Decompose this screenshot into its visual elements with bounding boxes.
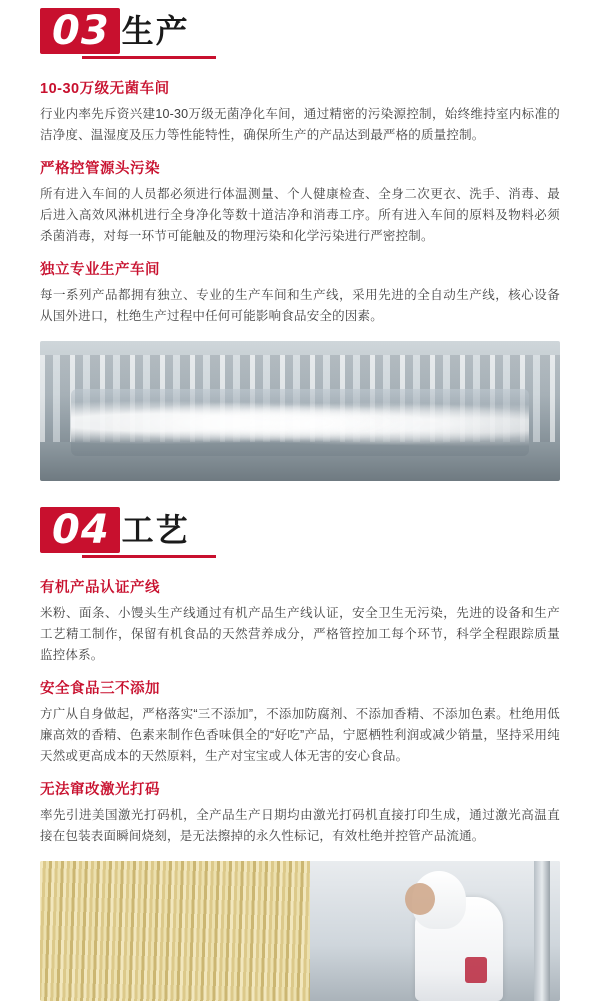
section-03-header (0, 8, 600, 66)
block-heading-0401: 有机产品认证产线 (40, 580, 160, 596)
section-04-underline (82, 555, 216, 558)
brochure-page (0, 8, 600, 871)
block-text-0402: 方广从自身做起，严格落实“三不添加”，不添加防腐剂、不添加香精、不添加色素。杜绝用低廉高效的香精、色素来制作色香味俱全的“好吃”产品，宁愿栖牲利润或减少销量，坚持采用纯天然或更高成本的天然原料，生产对宝宝或人体无害的安心食品。 (40, 707, 560, 763)
section-03-underline (82, 56, 216, 59)
section-03-title: 生产 (121, 12, 190, 50)
section-03-photo (40, 341, 560, 481)
section-04-title: 工艺 (121, 511, 190, 549)
block-text-0301: 行业内率先斥资兴建10-30万级无菌净化车间，通过精密的污染源控制，始终维持室内标准的洁净度、温湿度及压力等性能特性，确保所生产的产品达到最严格的质量控制。 (40, 107, 560, 142)
block-heading-0403: 无法窜改激光打码 (40, 782, 160, 798)
section-03-content (0, 78, 600, 327)
block-text-0403: 率先引进美国激光打码机，全产品生产日期均由激光打码机直接打印生成，通过激光高温直接在包装表面瞬间烧刻，是无法擦掉的永久性标记，有效杜绝并控管产品流通。 (40, 808, 560, 843)
section-04-photo (40, 861, 560, 1001)
section-04-content (0, 577, 600, 847)
noodles-texture (40, 861, 310, 1001)
block-heading-0301: 10-30万级无菌车间 (40, 81, 170, 97)
section-04-badge (40, 507, 190, 553)
block-heading-0303: 独立专业生产车间 (40, 262, 160, 278)
block-text-0303: 每一系列产品都拥有独立、专业的生产车间和生产线，采用先进的全自动生产线，核心设备从国外进口，杜绝生产过程中任何可能影响食品安全的因素。 (40, 288, 560, 323)
section-04-number: 04 (40, 507, 120, 553)
block-text-0302: 所有进入车间的人员都必须进行体温测量、个人健康检查、全身二次更衣、洗手、消毒、最后进入高效风淋机进行全身净化等数十道洁净和消毒工序。所有进入车间的原料及物料必须杀菌消毒，对每一环节可能触及的物理污染和化学污染进行严密控制。 (40, 187, 560, 243)
section-03-badge (40, 8, 190, 54)
worker-face-shape (405, 883, 435, 915)
block-heading-0402: 安全食品三不添加 (40, 681, 160, 697)
block-heading-0302: 严格控管源头污染 (40, 161, 160, 177)
pipe-shape (534, 861, 550, 1001)
section-03-number: 03 (40, 8, 120, 54)
block-text-0401: 米粉、面条、小馒头生产线通过有机产品生产线认证，安全卫生无污染，先进的设备和生产工艺精工制作，保留有机食品的天然营养成分，严格管控加工每个环节，科学全程跟踪质量监控体系。 (40, 606, 560, 662)
section-04-header (0, 507, 600, 565)
worker-logo-shape (465, 957, 487, 983)
